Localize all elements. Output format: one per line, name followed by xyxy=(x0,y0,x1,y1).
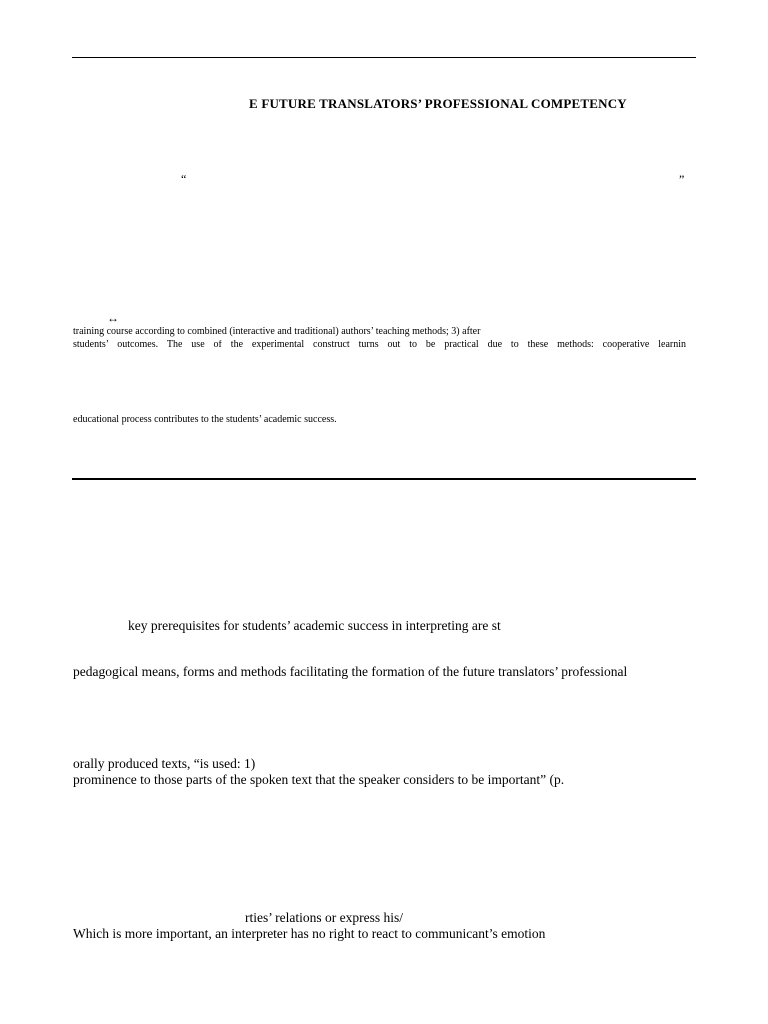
closing-quote-mark: ” xyxy=(679,172,685,186)
abstract-line-3: educational process contributes to the students’ academic success. xyxy=(73,414,337,425)
abstract-line-2: students’ outcomes. The use of the experimental construct turns out to be practical due to these methods: cooperative learnin xyxy=(73,340,686,350)
body-line-1: key prerequisites for students’ academic success in interpreting are st xyxy=(128,618,501,633)
top-rule xyxy=(72,57,696,58)
body-line-4: prominence to those parts of the spoken text that the speaker considers to be important” (p. xyxy=(73,772,565,787)
body-line-3: orally produced texts, “is used: 1) xyxy=(73,756,256,771)
opening-quote-mark: “ xyxy=(181,172,187,186)
abstract-line-1: training course according to combined (interactive and traditional) authors’ teaching methods; 3) after xyxy=(73,326,481,337)
body-line-6: Which is more important, an interpreter has no right to react to communicant’s emotion xyxy=(73,926,546,941)
section-divider xyxy=(72,478,696,480)
body-line-5: rties’ relations or express his/ xyxy=(245,910,403,925)
double-arrow-icon: ↔ xyxy=(107,311,119,325)
body-line-2: pedagogical means, forms and methods facilitating the formation of the future translators’ professional xyxy=(73,664,628,679)
article-title: E FUTURE TRANSLATORS’ PROFESSIONAL COMPETENCY xyxy=(249,96,627,111)
